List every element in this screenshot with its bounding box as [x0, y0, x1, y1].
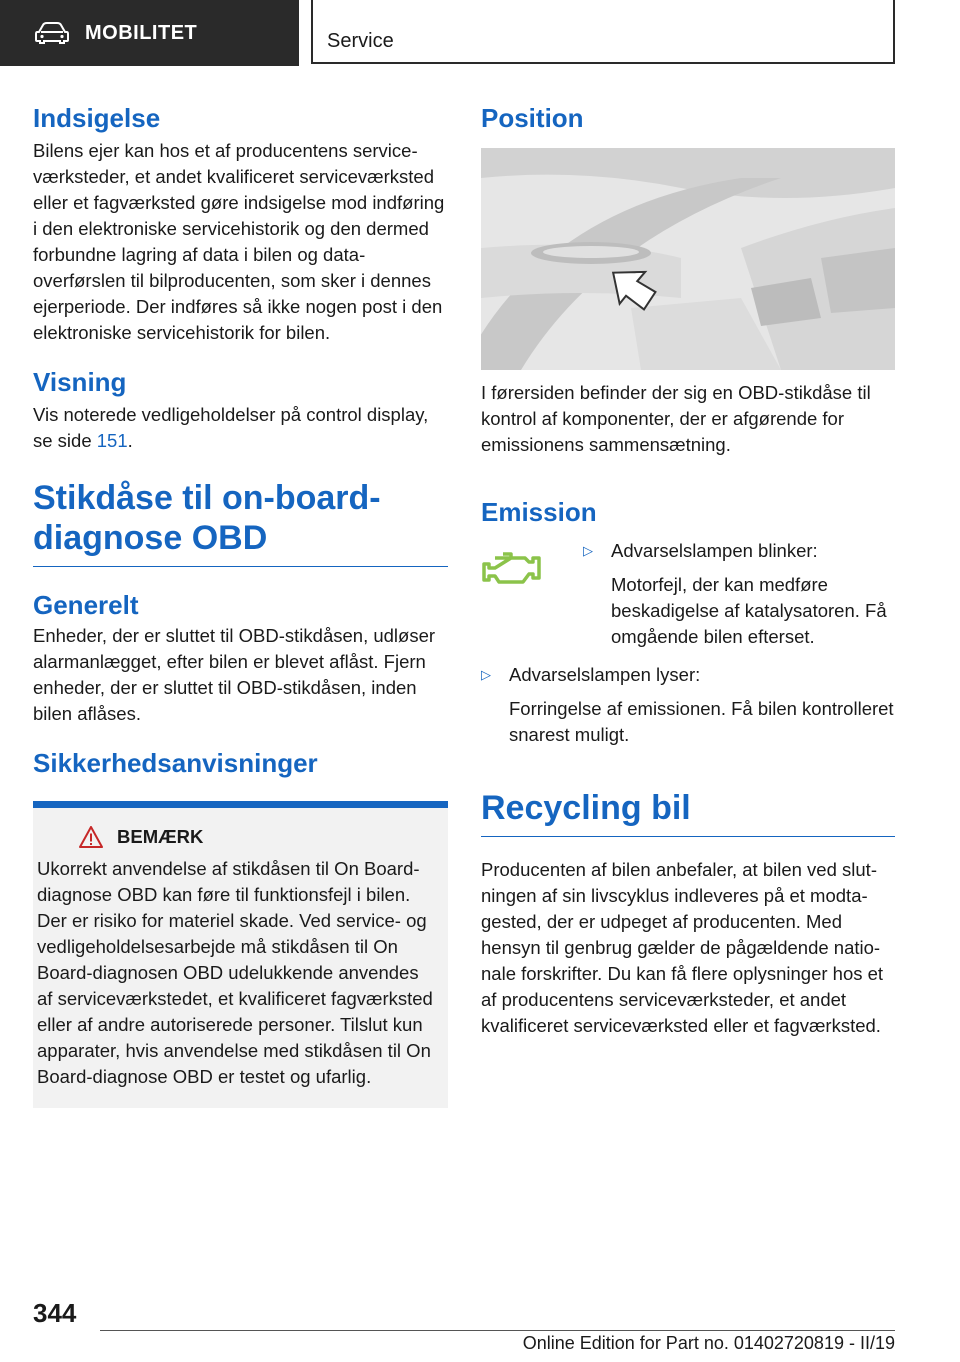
obd-heading-block — [33, 478, 448, 567]
emission-block — [481, 538, 895, 650]
text-recycling: Producenten af bilen anbefaler, at bilen ved slutningen af sin livscyklus indleveres på et modtagested, der er udpeget af producenten. Med hensyn til genbrug gælder de pågældende nationale forskrifter. Du kan få flere oplysninger hos et af producentens serviceværksteder, et andet kvalificeret serviceværksted eller et fagværksted. — [481, 859, 884, 1036]
heading-position: Position — [481, 103, 584, 133]
text-visning — [33, 402, 448, 454]
text-position: I førersiden befinder der sig en OBD-stikdåse til kontrol af komponenter, der er afgørende for emissionens sammensætning. — [481, 382, 871, 455]
text-indsigelse: Bilens ejer kan hos et af producentens serviceværksteder, et andet kvalificeret serviceværksted eller et fagværksted gøre indsigelse mod indføring i den elektroniske servicehistorik og den dermed forbundne lagring af data i bilen og dataoverførslen til bilproducenten, som sker i dennes ejerperiode. Der indføres så ikke nogen post i den elektroniske servicehistorik for bilen. — [33, 140, 445, 343]
visning-end: . — [127, 430, 133, 451]
chapter-tab — [0, 0, 299, 66]
section-title: Service — [327, 30, 394, 52]
item-label: Advarselslampen blinker: — [611, 540, 818, 561]
warning-icon — [79, 826, 103, 848]
right-column — [481, 100, 895, 1039]
heading-visning: Visning — [33, 367, 127, 397]
recycling-heading-block — [481, 788, 895, 837]
car-icon — [35, 22, 69, 44]
emission-list-1 — [583, 538, 895, 650]
check-engine-icon — [481, 550, 543, 586]
notice — [33, 801, 448, 1108]
footer-rule — [100, 1330, 895, 1331]
text-generelt: Enheder, der er sluttet til OBD-stikdåsen, udløser alarmanlægget, efter bilen er blevet aflåst. Fjern enheder, der er sluttet til OBD-stikdåsen, inden bilen aflåses. — [33, 625, 436, 724]
notice-label: BEMÆRK — [117, 826, 204, 847]
item-detail: Forringelse af emissionen. Få bilen kontrolleret snarest muligt. — [509, 698, 894, 745]
heading-sikkerhed: Sikkerhedsanvisninger — [33, 748, 318, 778]
item-detail: Motorfejl, der kan medføre beskadigelse af katalysatoren. Få omgående bilen efterset. — [611, 574, 887, 647]
notice-head — [79, 826, 436, 848]
triangle-bullet-icon: ▷ — [481, 667, 491, 682]
notice-text: Ukorrekt anvendelse af stikdåsen til On Board-diagnose OBD kan føre til funktionsfejl i bilen. Der er risiko for materiel skade. Ved service- og vedligeholdelsesarbejde må stikdåsen til On Board-diagnosen OBD udelukkende anvendes af serviceværkstedet, et kvalificeret fagværksted eller af andre autoriserede personer. Tilslut kun apparater, hvis anvendelse med stikdåsen til On Board-diagnose OBD er testet og ufarlig. — [37, 858, 433, 1087]
left-column — [33, 100, 448, 1108]
triangle-bullet-icon: ▷ — [583, 543, 593, 558]
notice-bar — [33, 801, 448, 808]
heading-recycling: Recycling bil — [481, 789, 691, 827]
section-tab — [311, 0, 895, 64]
obd-location-photo — [481, 148, 895, 370]
heading-obd: Stikdåse til on-board-diagnose OBD — [33, 479, 381, 557]
page-link-151[interactable]: 151 — [96, 430, 128, 451]
heading-emission: Emission — [481, 497, 597, 527]
list-item — [583, 538, 895, 650]
list-item — [481, 662, 895, 748]
chapter-title: MOBILITET — [85, 21, 198, 44]
item-label: Advarselslampen lyser: — [509, 664, 701, 685]
heading-indsigelse: Indsigelse — [33, 103, 161, 133]
page-number: 344 — [33, 1298, 77, 1328]
heading-generelt: Generelt — [33, 590, 139, 620]
notice-box — [33, 808, 448, 1108]
footer-edition: Online Edition for Part no. 01402720819 - II/19 — [522, 1333, 895, 1353]
visning-text: Vis noterede vedligeholdelser på control display, se side — [33, 404, 429, 451]
